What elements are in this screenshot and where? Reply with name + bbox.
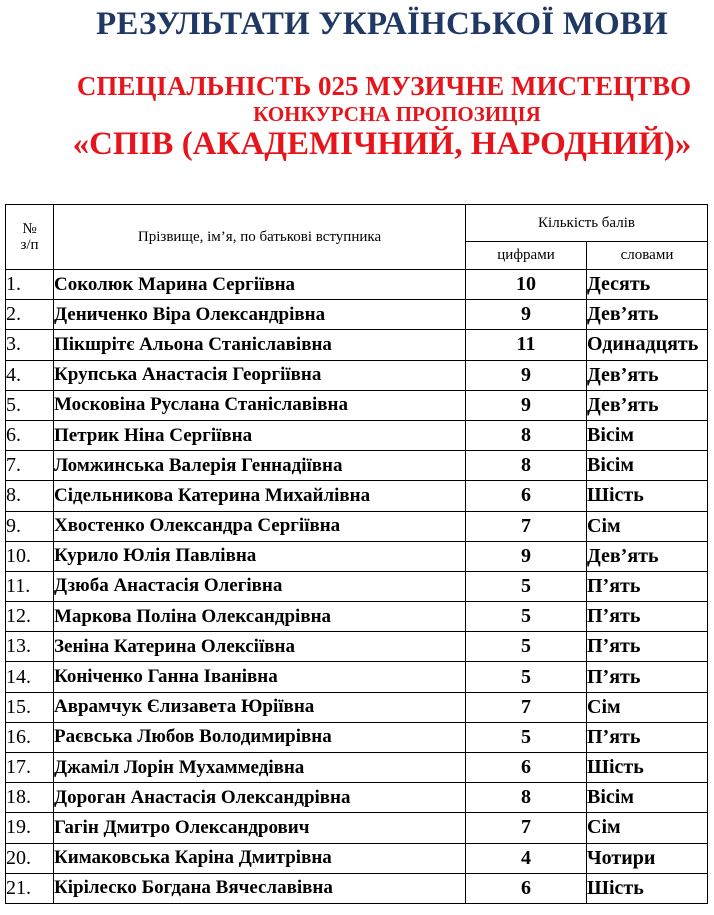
applicant-name: Сідельникова Катерина Михайлівна	[54, 481, 466, 511]
row-number: 13.	[6, 632, 54, 662]
header-name: Прізвище, ім’я, по батькові вступника	[54, 205, 466, 270]
score-digits: 4	[466, 843, 587, 873]
applicant-name: Кимаковська Каріна Дмитрівна	[54, 843, 466, 873]
score-words: Вісім	[587, 420, 708, 450]
score-digits: 9	[466, 390, 587, 420]
applicant-name: Дзюба Анастасія Олегівна	[54, 571, 466, 601]
row-number: 10.	[6, 541, 54, 571]
score-words: Дев’ять	[587, 390, 708, 420]
applicant-name: Соколюк Марина Сергіївна	[54, 270, 466, 300]
table-row	[6, 753, 708, 783]
program-heading: «СПІВ (АКАДЕМІЧНИЙ, НАРОДНИЙ)»	[72, 126, 692, 162]
applicant-name: Пікшрітє Альона Станіславівна	[54, 330, 466, 360]
score-words: Шість	[587, 753, 708, 783]
score-digits: 7	[466, 511, 587, 541]
applicant-name: Джаміл Лорін Мухаммедівна	[54, 753, 466, 783]
row-number: 20.	[6, 843, 54, 873]
table-header	[6, 205, 708, 270]
applicant-name: Аврамчук Єлизавета Юріївна	[54, 692, 466, 722]
row-number: 15.	[6, 692, 54, 722]
row-number: 17.	[6, 753, 54, 783]
score-digits: 8	[466, 420, 587, 450]
score-digits: 9	[466, 300, 587, 330]
row-number: 3.	[6, 330, 54, 360]
table-row	[6, 420, 708, 450]
applicant-name: Московіна Руслана Станіславівна	[54, 390, 466, 420]
score-digits: 8	[466, 783, 587, 813]
score-words: Сім	[587, 813, 708, 843]
applicant-name: Маркова Поліна Олександрівна	[54, 602, 466, 632]
score-words: Дев’ять	[587, 360, 708, 390]
score-digits: 7	[466, 692, 587, 722]
score-digits: 9	[466, 541, 587, 571]
row-number: 21.	[6, 873, 54, 903]
row-number: 18.	[6, 783, 54, 813]
score-words: Дев’ять	[587, 541, 708, 571]
score-words: Одинадцять	[587, 330, 708, 360]
score-digits: 5	[466, 722, 587, 752]
score-digits: 6	[466, 481, 587, 511]
row-number: 8.	[6, 481, 54, 511]
score-digits: 9	[466, 360, 587, 390]
table-row	[6, 873, 708, 903]
row-number: 16.	[6, 722, 54, 752]
score-digits: 10	[466, 270, 587, 300]
row-number: 11.	[6, 571, 54, 601]
score-words: П’ять	[587, 602, 708, 632]
score-words: Десять	[587, 270, 708, 300]
competition-heading: КОНКУРСНА ПРОПОЗИЦІЯ	[253, 102, 541, 126]
score-digits: 7	[466, 813, 587, 843]
row-number: 19.	[6, 813, 54, 843]
applicant-name: Коніченко Ганна Іванівна	[54, 662, 466, 692]
applicant-name: Гагін Дмитро Олександрович	[54, 813, 466, 843]
table-row	[6, 571, 708, 601]
header-score: Кількість балів	[466, 205, 708, 242]
table-row	[6, 511, 708, 541]
applicant-name: Петрик Ніна Сергіївна	[54, 420, 466, 450]
table-row	[6, 632, 708, 662]
table-row	[6, 360, 708, 390]
table-row	[6, 783, 708, 813]
score-words: Дев’ять	[587, 300, 708, 330]
header-digits: цифрами	[466, 242, 587, 270]
table-row	[6, 300, 708, 330]
table-row	[6, 451, 708, 481]
results-table	[5, 204, 708, 904]
specialty-heading: СПЕЦІАЛЬНІСТЬ 025 МУЗИЧНЕ МИСТЕЦТВО	[76, 71, 692, 101]
applicant-name: Дениченко Віра Олександрівна	[54, 300, 466, 330]
applicant-name: Хвостенко Олександра Сергіївна	[54, 511, 466, 541]
score-words: Вісім	[587, 451, 708, 481]
header-number-abbr: з/п	[20, 237, 39, 253]
table-row	[6, 813, 708, 843]
applicant-name: Раєвська Любов Володимирівна	[54, 722, 466, 752]
score-digits: 5	[466, 632, 587, 662]
score-words: Чотири	[587, 843, 708, 873]
table-row	[6, 662, 708, 692]
table-row	[6, 602, 708, 632]
score-digits: 6	[466, 753, 587, 783]
score-digits: 5	[466, 602, 587, 632]
score-words: Сім	[587, 511, 708, 541]
applicant-name: Зеніна Катерина Олексіївна	[54, 632, 466, 662]
applicant-name: Курило Юлія Павлівна	[54, 541, 466, 571]
table-row	[6, 843, 708, 873]
row-number: 6.	[6, 420, 54, 450]
row-number: 1.	[6, 270, 54, 300]
score-digits: 6	[466, 873, 587, 903]
row-number: 2.	[6, 300, 54, 330]
applicant-name: Кірілеско Богдана Вячеславівна	[54, 873, 466, 903]
score-digits: 5	[466, 571, 587, 601]
score-words: Шість	[587, 481, 708, 511]
table-row	[6, 270, 708, 300]
table-row	[6, 541, 708, 571]
score-digits: 11	[466, 330, 587, 360]
table-row	[6, 481, 708, 511]
row-number: 14.	[6, 662, 54, 692]
table-row	[6, 330, 708, 360]
table-row	[6, 390, 708, 420]
page-title: РЕЗУЛЬТАТИ УКРАЇНСЬКОЇ МОВИ	[95, 6, 669, 42]
header-words: словами	[587, 242, 708, 270]
table-row	[6, 722, 708, 752]
row-number: 5.	[6, 390, 54, 420]
score-words: Сім	[587, 692, 708, 722]
score-digits: 5	[466, 662, 587, 692]
row-number: 12.	[6, 602, 54, 632]
header-number	[6, 205, 54, 270]
row-number: 9.	[6, 511, 54, 541]
header-number-sign: №	[22, 221, 37, 237]
row-number: 4.	[6, 360, 54, 390]
table-row	[6, 692, 708, 722]
score-words: П’ять	[587, 571, 708, 601]
score-words: П’ять	[587, 632, 708, 662]
score-digits: 8	[466, 451, 587, 481]
score-words: П’ять	[587, 662, 708, 692]
score-words: Вісім	[587, 783, 708, 813]
applicant-name: Крупська Анастасія Георгіївна	[54, 360, 466, 390]
row-number: 7.	[6, 451, 54, 481]
score-words: Шість	[587, 873, 708, 903]
applicant-name: Дороган Анастасія Олександрівна	[54, 783, 466, 813]
table-body	[6, 270, 708, 904]
score-words: П’ять	[587, 722, 708, 752]
applicant-name: Ломжинська Валерія Геннадіївна	[54, 451, 466, 481]
